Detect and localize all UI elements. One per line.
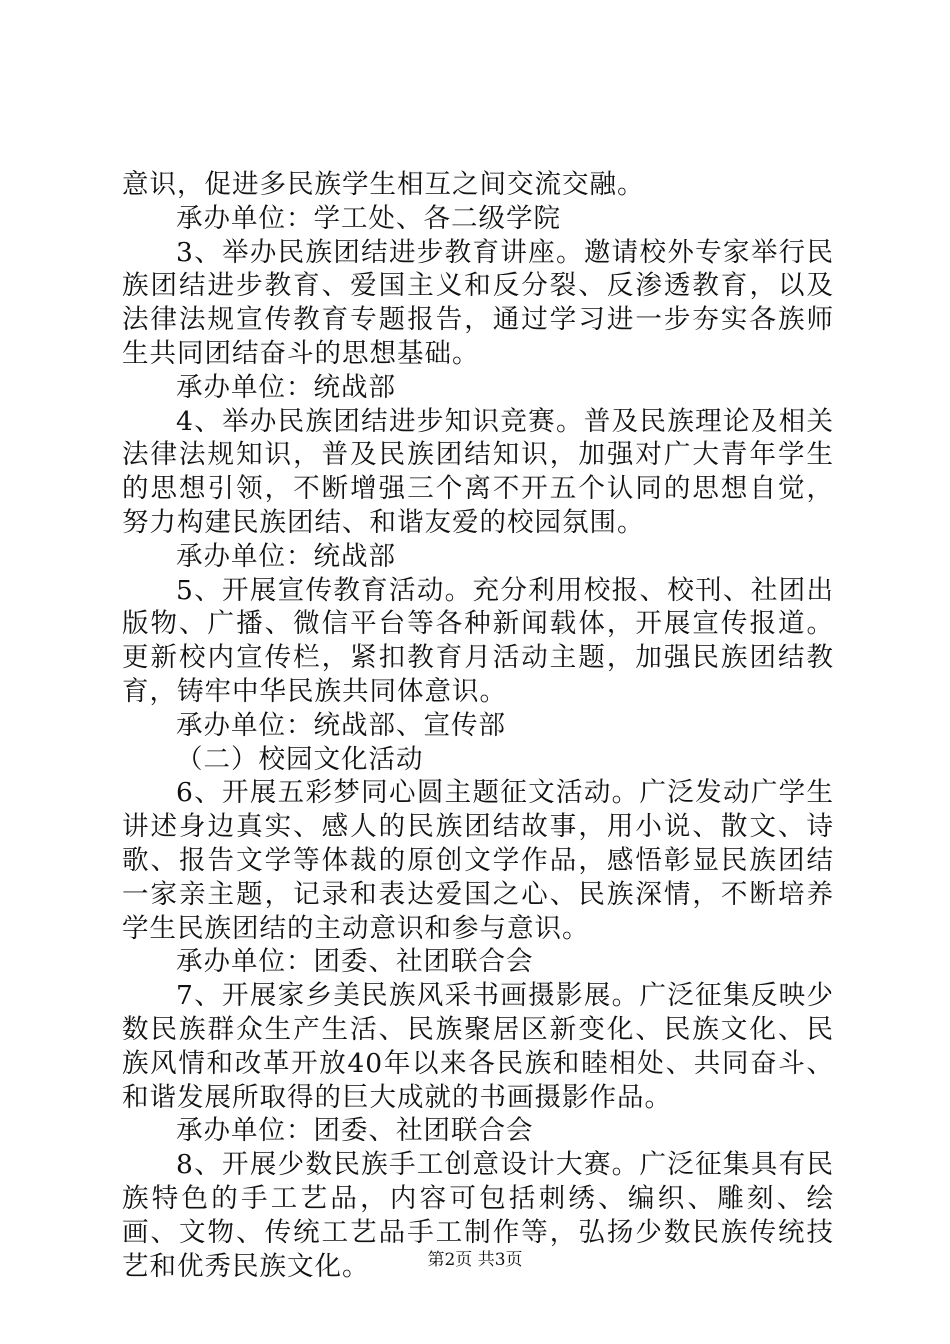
- paragraph: 8、开展少数民族手工创意设计大赛。广泛征集具有民族特色的手工艺品，内容可包括刺绣、编织、雕刻、绘画、文物、传统工艺品手工制作等，弘扬少数民族传统技艺和优秀民族文化。: [122, 1149, 834, 1282]
- organizer-line: 承办单位：统战部: [176, 371, 396, 403]
- paragraph: 意识，促进多民族学生相互之间交流交融。: [122, 169, 645, 200]
- paragraph: 5、开展宣传教育活动。充分利用校报、校刊、社团出版物、广播、微信平台等各种新闻载体，开展宣传报道。更新校内宣传栏，紧扣教育月活动主题，加强民族团结教育，铸牢中华民族共同体意识。: [122, 574, 834, 707]
- section-heading: （二）校园文化活动: [176, 743, 424, 775]
- paragraph: 3、举办民族团结进步教育讲座。邀请校外专家举行民族团结进步教育、爱国主义和反分裂、反渗透教育，以及法律法规宣传教育专题报告，通过学习进一步夯实各族师生共同团结奋斗的思想基础。: [122, 236, 834, 369]
- paragraph: 7、开展家乡美民族风采书画摄影展。广泛征集反映少数民族群众生产生活、民族聚居区新变化、民族文化、民族风情和改革开放40年以来各民族和睦相处、共同奋斗、和谐发展所取得的巨大成就的书画摄影作品。: [122, 980, 834, 1113]
- paragraph: 6、开展五彩梦同心圆主题征文活动。广泛发动广学生讲述身边真实、感人的民族团结故事，用小说、散文、诗歌、报告文学等体裁的原创文学作品，感悟彰显民族团结一家亲主题，记录和表达爱国之心、民族深情，不断培养学生民族团结的主动意识和参与意识。: [122, 777, 834, 944]
- paragraph: 4、举办民族团结进步知识竞赛。普及民族理论及相关法律法规知识，普及民族团结知识，加强对广大青年学生的思想引领，不断增强三个离不开五个认同的思想自觉，努力构建民族团结、和谐友爱的校园氛围。: [122, 405, 834, 538]
- organizer-line: 承办单位：统战部、宣传部: [176, 709, 506, 741]
- organizer-line: 承办单位：团委、社团联合会: [176, 1115, 534, 1147]
- organizer-line: 承办单位：统战部: [176, 540, 396, 572]
- page-number: 第2页 共3页: [427, 1250, 523, 1270]
- organizer-line: 承办单位：学工处、各二级学院: [176, 202, 561, 234]
- organizer-line: 承办单位：团委、社团联合会: [176, 946, 534, 978]
- document-body: [122, 168, 834, 1283]
